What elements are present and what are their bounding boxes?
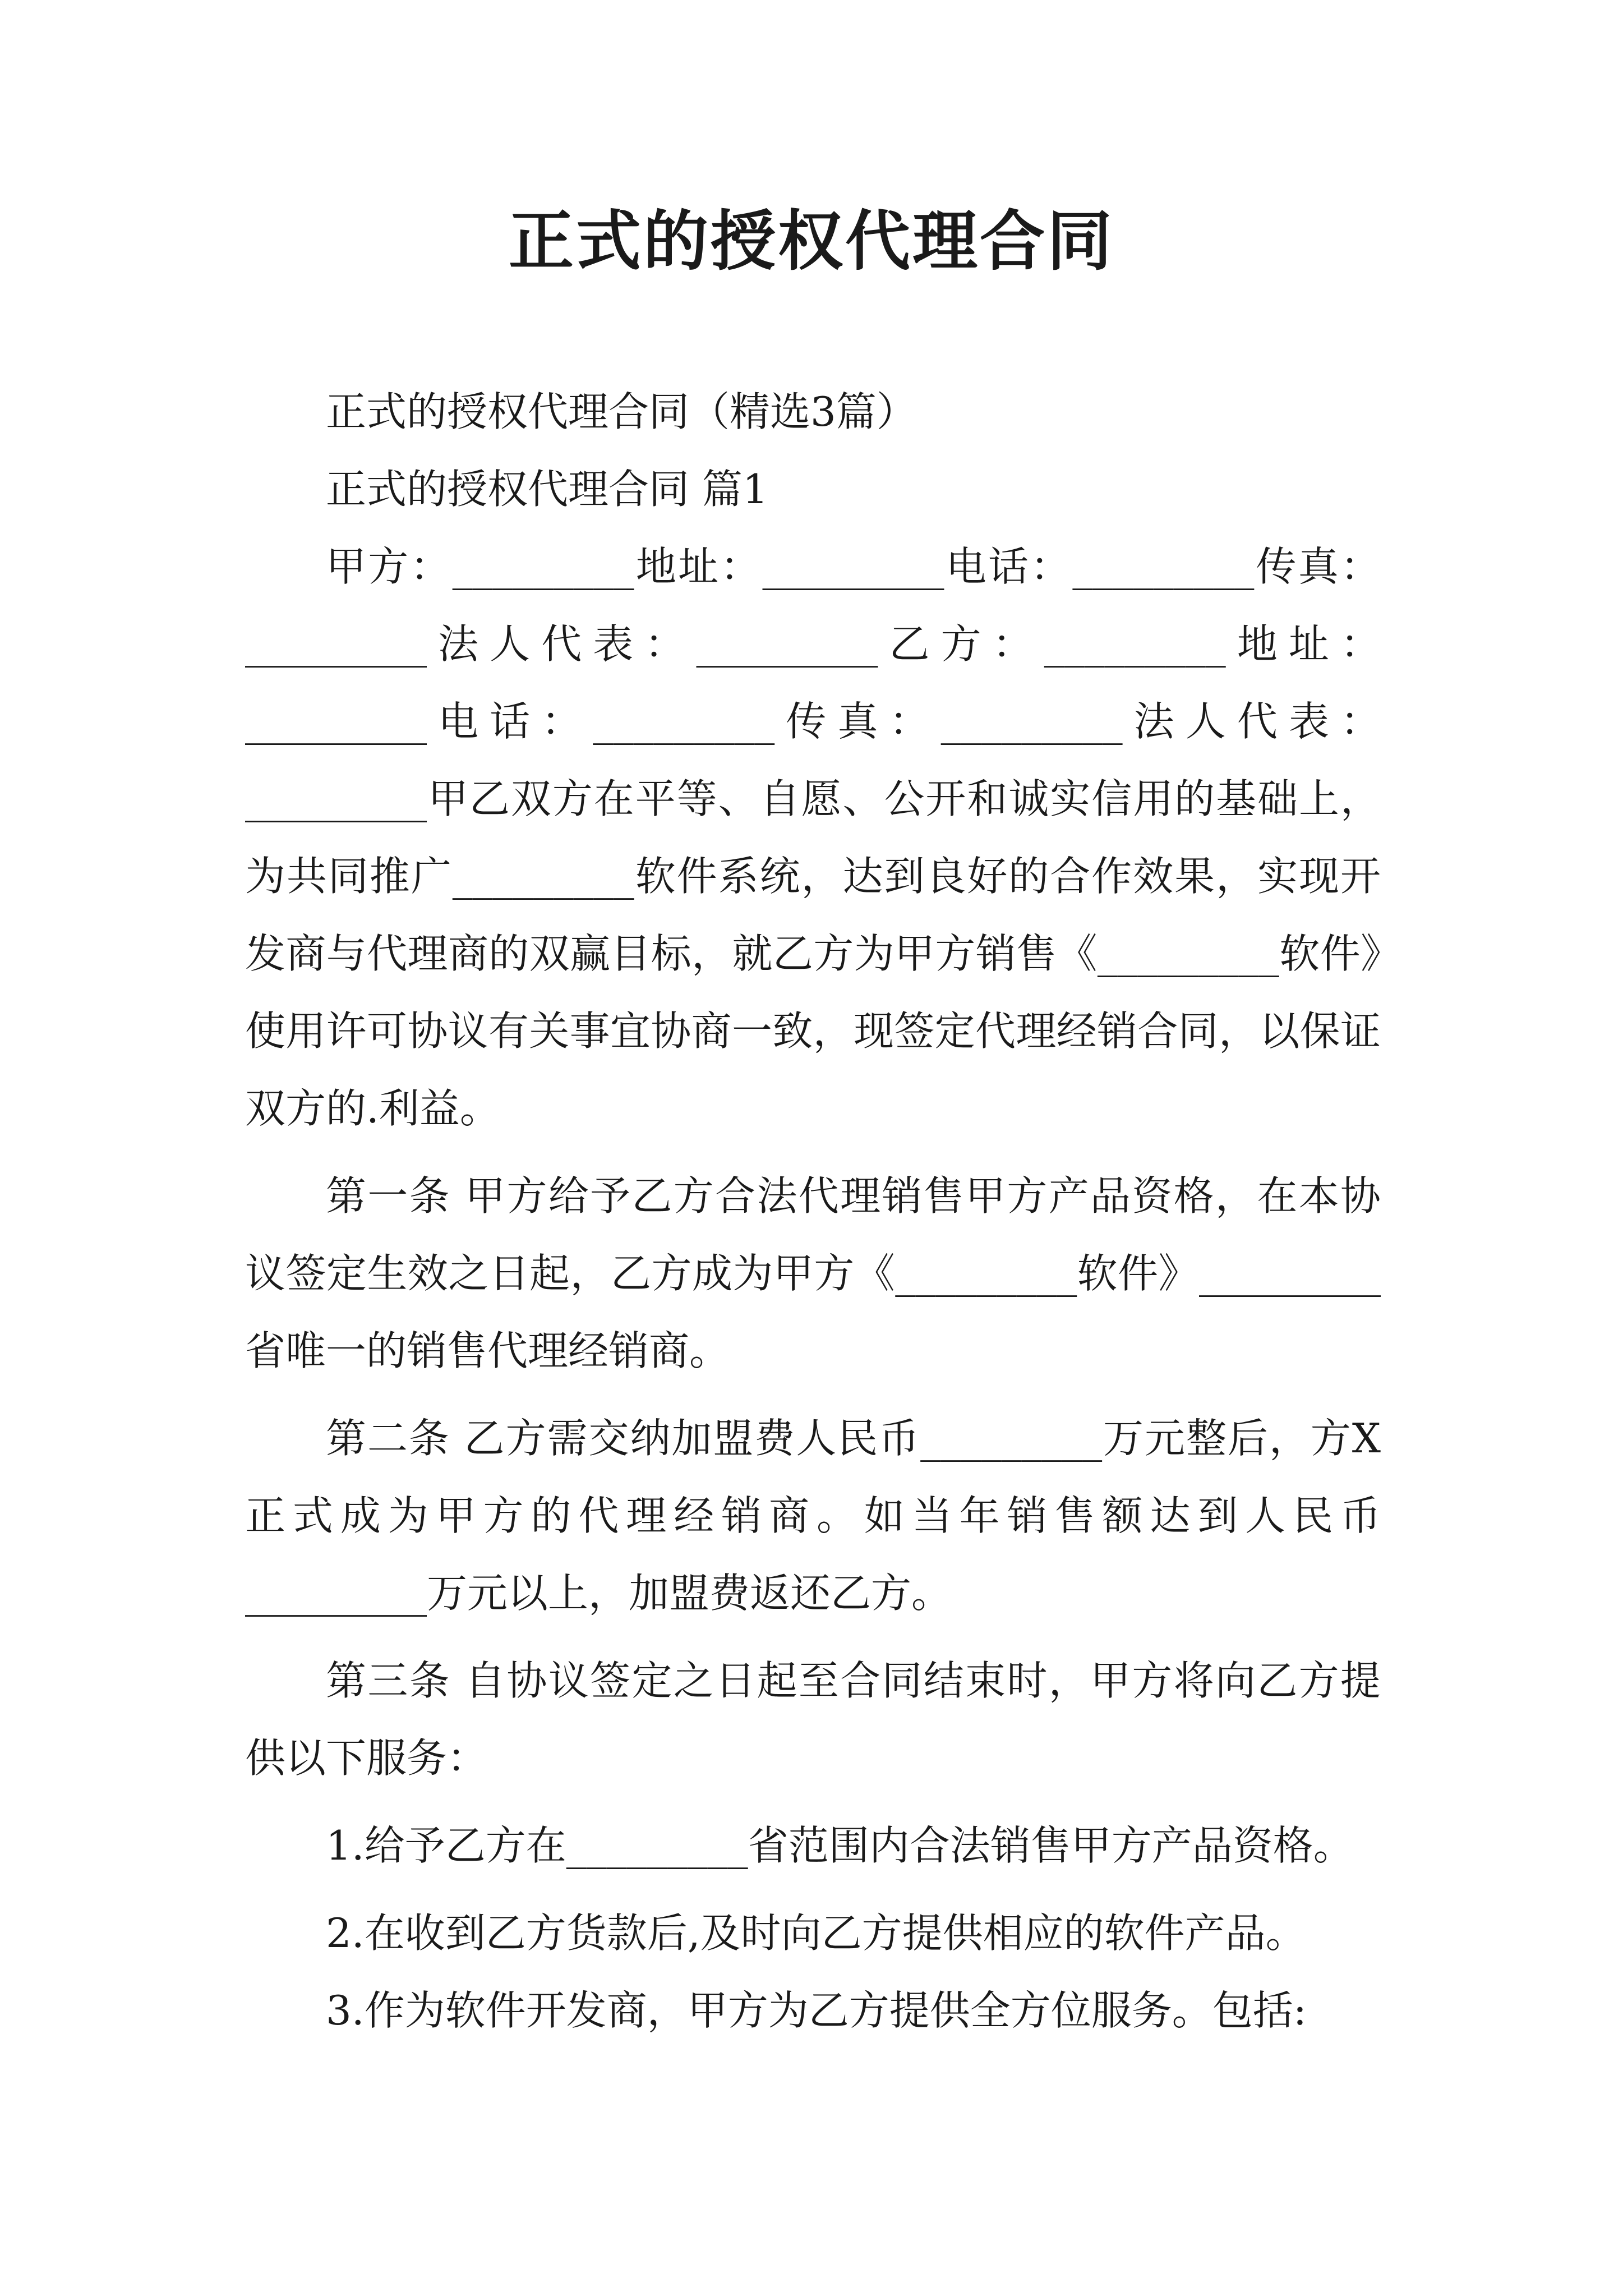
paragraph-article-3: 第三条 自协议签定之日起至合同结束时，甲方将向乙方提供以下服务： [245,1657,1381,1782]
paragraph-article-2: 第二条 乙方需交纳加盟费人民币_________万元整后，方X正式成为甲方的代理经销商。如当年销售额达到人民币_________万元以上，加盟费返还乙方。 [245,1415,1381,1617]
paragraph-subtitle: 正式的授权代理合同（精选3篇） [326,388,917,435]
paragraph-item-3: 3.作为软件开发商，甲方为乙方提供全方位服务。包括: [326,1987,1307,2034]
paragraph-section-heading: 正式的授权代理合同 篇1 [326,466,768,513]
paragraph-parties: 甲方：_________地址：_________电话：_________传真：_________法人代表：_________乙方：_________地址：_________电话：_________传真：_________法人代表：_________甲乙双方在平等、自愿、公开和诚实信用的基础上，为共同推广_________软件系统，达到良好的合作效果，实现开发商与代理商的双赢目标，就乙方为甲方销售《_________软件》使用许可协议有关事宜协商一致，现签定代理经销合同，以保证双方的.利益。 [245,543,1381,1132]
paragraph-item-2: 2.在收到乙方货款后,及时向乙方提供相应的软件产品。 [326,1910,1306,1957]
document-title: 正式的授权代理合同 [509,203,1114,279]
paragraph-article-1: 第一条 甲方给予乙方合法代理销售甲方产品资格，在本协议签定生效之日起，乙方成为甲方《_________软件》_________省唯一的销售代理经销商。 [245,1172,1381,1374]
paragraph-item-1: 1.给予乙方在_________省范围内合法销售甲方产品资格。 [326,1822,1354,1869]
document-body [245,373,1381,2049]
